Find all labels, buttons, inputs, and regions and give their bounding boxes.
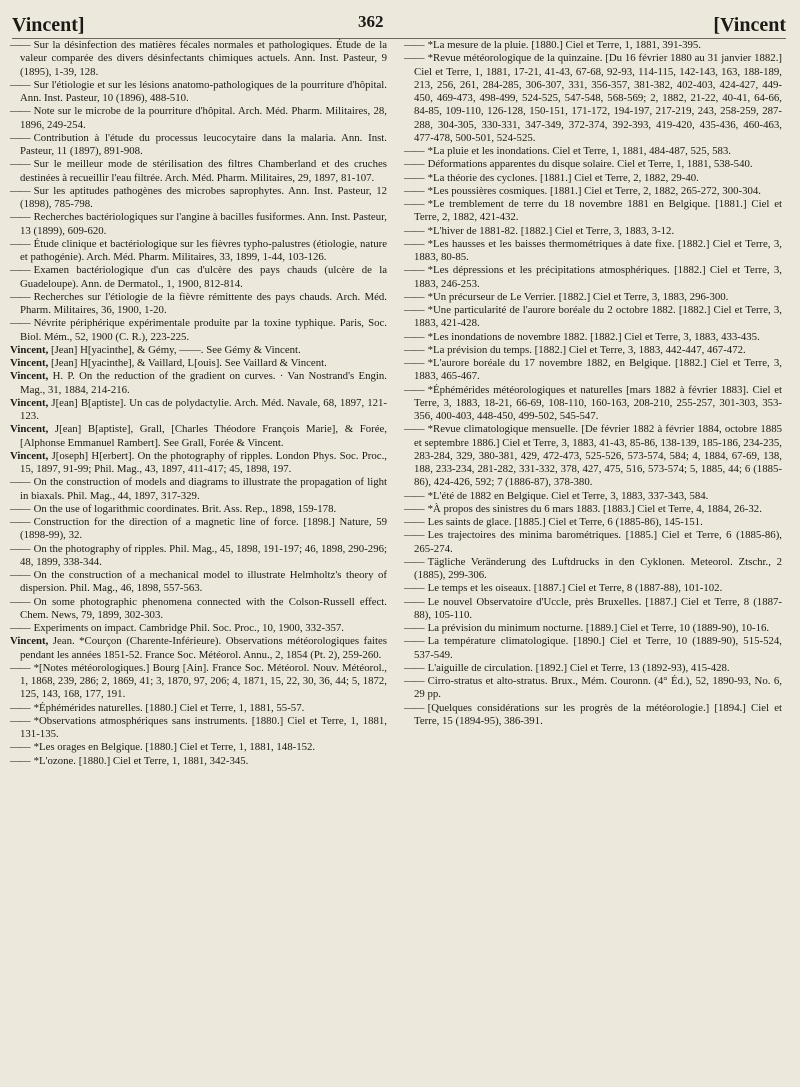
entry-text: *Les dépressions et les précipitations atmosphériques. [1882.] Ciel et Terre, 3, 1883, 246-253. bbox=[414, 264, 782, 290]
bib-entry bbox=[404, 264, 782, 291]
entry-text: [Quelques considérations sur les progrès de la météorologie.] [1894.] Ciel et Terre, 15 (1894-95), 386-391. bbox=[414, 701, 782, 727]
bib-entry bbox=[10, 622, 387, 635]
bib-entry bbox=[404, 516, 782, 529]
entry-text: On the construction of models and diagrams to illustrate the propagation of light in biaxals. Phil. Mag., 44, 1897, 317-329. bbox=[20, 476, 387, 502]
entry-text: Le temps et les oiseaux. [1887.] Ciel et Terre, 8 (1887-88), 101-102. bbox=[427, 582, 723, 595]
entry-text: *L'été de 1882 en Belgique. Ciel et Terre, 3, 1883, 337-343, 584. bbox=[427, 489, 709, 502]
entry-text: On the photography of ripples. Phil. Mag., 45, 1898, 191-197; 46, 1898, 290-296; 48, 1899, 338-344. bbox=[20, 542, 387, 568]
entry-text: *Les inondations de novembre 1882. [1882.] Ciel et Terre, 3, 1883, 433-435. bbox=[427, 330, 760, 343]
entry-text: *À propos des sinistres du 6 mars 1883. [1883.] Ciel et Terre, 4, 1884, 26-32. bbox=[427, 502, 762, 515]
entry-text: *Éphémérides naturelles. [1880.] Ciel et Terre, 1, 1881, 55-57. bbox=[33, 701, 305, 714]
entry-text: Étude clinique et bactériologique sur les fièvres typho-palustres (étiologie, nature et pathogénie). Arch. Méd. Pharm. Militaires, 33, 1899, 1-44, 103-126. bbox=[20, 237, 387, 263]
entry-text: Sur le meilleur mode de stérilisation des filtres Chamberland et des cruches destinées à recueillir l'eau filtrée. Arch. Méd. Pharm. Militaires, 29, 1897, 81-107. bbox=[20, 158, 387, 184]
entry-text: Les trajectoires des minima barométriques. [1885.] Ciel et Terre, 6 (1885-86), 265-274. bbox=[414, 529, 782, 555]
bib-entry bbox=[404, 172, 782, 185]
entry-text: L'aiguille de circulation. [1892.] Ciel et Terre, 13 (1892-93), 415-428. bbox=[427, 661, 730, 674]
bib-entry bbox=[404, 238, 782, 265]
entry-text: *La mesure de la pluie. [1880.] Ciel et Terre, 1, 1881, 391-395. bbox=[427, 39, 701, 51]
entry-text: *Un précurseur de Le Verrier. [1882.] Ciel et Terre, 3, 1883, 296-300. bbox=[427, 290, 729, 303]
entry-text: On the use of logarithmic coordinates. Brit. Ass. Rep., 1898, 159-178. bbox=[33, 502, 337, 515]
bib-entry bbox=[404, 675, 782, 702]
bib-entry bbox=[10, 211, 387, 238]
bib-entry bbox=[10, 158, 387, 185]
entry-text: Experiments on impact. Cambridge Phil. Soc. Proc., 10, 1900, 332-357. bbox=[33, 622, 344, 634]
entry-text: *L'ozone. [1880.] Ciel et Terre, 1, 1881, 342-345. bbox=[33, 754, 249, 767]
bib-entry bbox=[404, 198, 782, 225]
author-name: Vincent, bbox=[10, 396, 49, 409]
entry-text: La prévision du minimum nocturne. [1889.] Ciel et Terre, 10 (1889-90), 10-16. bbox=[427, 622, 770, 634]
bib-entry bbox=[10, 317, 387, 344]
bib-entry bbox=[404, 357, 782, 384]
entry-text: *La théorie des cyclones. [1881.] Ciel et Terre, 2, 1882, 29-40. bbox=[427, 171, 699, 184]
entry-text: *Une particularité de l'aurore boréale du 2 octobre 1882. [1882.] Ciel et Terre, 3, 1883, 421-428. bbox=[414, 304, 782, 330]
entry-text: *Les hausses et les baisses thermométriques à date fixe. [1882.] Ciel et Terre, 3, 1883, 80-85. bbox=[414, 237, 782, 263]
bib-entry bbox=[404, 622, 782, 635]
author-name: Vincent, bbox=[10, 423, 49, 436]
bib-entry bbox=[10, 357, 387, 370]
entry-text: Examen bactériologique d'un cas d'ulcère des pays chauds (ulcère de la Guadeloupe). Ann. de Dermatol., 1, 1900, 812-814. bbox=[20, 264, 387, 290]
bib-entry bbox=[10, 132, 387, 159]
bib-entry bbox=[10, 569, 387, 596]
entry-text: *Éphémérides météorologiques et naturelles [mars 1882 à février 1883]. Ciel et Terre, 3, 1883, 18-21, 66-69, 108-110, 160-163, 208-210, 255-257, 301-303, 353-356, 400-403, 448-450, 499-502, 545-547. bbox=[414, 383, 782, 422]
entry-text: Névrite périphérique expérimentale produite par la toxine typhique. Paris, Soc. Biol. Mém., 52, 1900 (C. R.), 223-225. bbox=[20, 317, 387, 343]
entry-text: Sur l'étiologie et sur les lésions anatomo-pathologiques de la pourriture d'hôpital. Ann. Inst. Pasteur, 10 (1896), 488-510. bbox=[20, 78, 387, 104]
entry-text: On some photographic phenomena connected with the Colson-Russell effect. Chem. News, 79, 1899, 302-303. bbox=[20, 595, 387, 621]
bib-entry bbox=[404, 503, 782, 516]
bib-entry bbox=[10, 344, 387, 357]
entry-text: *Revue météorologique de la quinzaine. [Du 16 février 1880 au 31 janvier 1882.] Ciel et Terre, 1, 1881, 17-21, 41-43, 67-68, 92-93, 114-115, 142-143, 163, 188-189, 213, 256, 261, 284-285, 306-307, 331, 356-357, 381-382, 402-403, 424-427, 449-450, 469-473, 498-499, 524-525, 547-548, 568-569; 2, 1882, 21-22, 40-41, 64-66, 84-85, 109-110, 126-128, 150-151, 171-172, 194-197, 217-219, 243, 258-259, 287-288, 304-305, 330-331, 347-349, 372-374, 392-393, 419-420, 435-436, 460-463, 477-478, 500-501, 524-525. bbox=[414, 52, 782, 144]
bib-entry bbox=[10, 264, 387, 291]
entry-text: Jean. *Courçon (Charente-Inférieure). Observations météorologiques faites pendant les années 1851-52. France Soc. Météorol. Annu., 2, 1854 (Pt. 2), 259-260. bbox=[20, 635, 387, 661]
bib-entry bbox=[10, 503, 387, 516]
bib-entry bbox=[10, 516, 387, 543]
bib-entry bbox=[10, 79, 387, 106]
left-column bbox=[10, 39, 387, 768]
entry-text: Les saints de glace. [1885.] Ciel et Terre, 6 (1885-86), 145-151. bbox=[427, 516, 703, 528]
entry-text: *La pluie et les inondations. Ciel et Terre, 1, 1881, 484-487, 525, 583. bbox=[427, 145, 731, 157]
bib-entry bbox=[404, 52, 782, 145]
bib-entry bbox=[10, 39, 387, 79]
bib-entry bbox=[404, 291, 782, 304]
entry-text: J[ean] B[aptiste], Grall, [Charles Théodore François Marie], & Forée, [Alphonse Emmanuel Rambert]. See Grall, Forée & Vincent. bbox=[20, 423, 387, 449]
bib-entry bbox=[10, 715, 387, 742]
entry-text: J[ean] B[aptiste]. Un cas de polydactylie. Arch. Méd. Navale, 68, 1897, 121-123. bbox=[20, 396, 388, 422]
entry-text: Tägliche Veränderung des Luftdrucks in den Cyklonen. Meteorol. Ztschr., 2 (1885), 299-306. bbox=[414, 555, 782, 581]
bib-entry bbox=[404, 331, 782, 344]
bib-entry bbox=[10, 423, 387, 450]
entry-text: *Les poussières cosmiques. [1881.] Ciel et Terre, 2, 1882, 265-272, 300-304. bbox=[427, 184, 761, 197]
author-name: Vincent, bbox=[10, 635, 49, 648]
author-name: Vincent, bbox=[10, 449, 49, 462]
entry-text: *La prévision du temps. [1882.] Ciel et Terre, 3, 1883, 442-447, 467-472. bbox=[427, 343, 746, 356]
entry-text: Contribution à l'étude du processus leucocytaire dans la malaria. Ann. Inst. Pasteur, 11 (1897), 891-908. bbox=[20, 131, 387, 157]
bib-entry bbox=[10, 702, 387, 715]
entry-text: On the construction of a mechanical model to illustrate Helmholtz's theory of dispersion. Phil. Mag., 46, 1898, 557-563. bbox=[20, 569, 387, 595]
bib-entry bbox=[10, 370, 387, 397]
entry-text: Note sur le microbe de la pourriture d'hôpital. Arch. Méd. Pharm. Militaires, 28, 1896, 249-254. bbox=[20, 105, 387, 131]
bib-entry bbox=[404, 185, 782, 198]
bib-entry bbox=[10, 291, 387, 318]
bib-entry bbox=[10, 476, 387, 503]
entry-text: Construction for the direction of a magnetic line of force. [1898.] Nature, 59 (1898-99), 32. bbox=[20, 516, 387, 542]
author-name: Vincent, bbox=[10, 370, 49, 383]
bib-entry bbox=[10, 185, 387, 212]
entry-text: H. P. On the reduction of the gradient on curves. · Van Nostrand's Engin. Mag., 31, 1884, 214-216. bbox=[20, 370, 387, 396]
bib-entry bbox=[404, 304, 782, 331]
entry-text: *[Notes météorologiques.] Bourg [Ain]. France Soc. Météorol. Nouv. Météorol., 1, 1868, 239, 286; 2, 1869, 41; 3, 1870, 97, 206; 4, 1871, 15, 22, 30, 36, 44; 5, 1872, 125, 143, 168, 177, 191. bbox=[20, 661, 387, 701]
bib-entry bbox=[404, 529, 782, 556]
bib-entry bbox=[404, 635, 782, 662]
bib-entry bbox=[404, 39, 782, 52]
bib-entry bbox=[404, 596, 782, 623]
entry-text: [Jean] H[yacinthe], & Gémy, ——. See Gémy & Vincent. bbox=[51, 343, 301, 356]
entry-text: [Jean] H[yacinthe], & Vaillard, L[ouis]. See Vaillard & Vincent. bbox=[51, 357, 327, 369]
bib-entry bbox=[404, 702, 782, 729]
author-name: Vincent, bbox=[10, 357, 49, 369]
entry-text: Cirro-stratus et alto-stratus. Brux., Mém. Couronn. (4° Éd.), 52, 1890-93, No. 6, 29 pp. bbox=[414, 675, 782, 701]
entry-text: Le nouvel Observatoire d'Uccle, près Bruxelles. [1887.] Ciel et Terre, 8 (1887-88), 105-110. bbox=[414, 595, 782, 621]
entry-text: *L'aurore boréale du 17 novembre 1882, en Belgique. [1882.] Ciel et Terre, 3, 1883, 465-467. bbox=[414, 357, 782, 383]
page-header bbox=[12, 8, 786, 38]
page-number: 362 bbox=[358, 12, 384, 31]
entry-text: J[oseph] H[erbert]. On the photography of ripples. London Phys. Soc. Proc., 15, 1897, 91-99; Phil. Mag., 43, 1897, 411-417; 45, 1898, 197. bbox=[20, 449, 387, 475]
bib-entry bbox=[404, 662, 782, 675]
entry-text: *Le tremblement de terre du 18 novembre 1881 en Belgique. [1881.] Ciel et Terre, 2, 1882, 421-432. bbox=[414, 198, 782, 224]
entry-text: La température climatologique. [1890.] Ciel et Terre, 10 (1889-90), 515-524, 537-549. bbox=[414, 635, 782, 661]
entry-text: Déformations apparentes du disque solaire. Ciel et Terre, 1, 1881, 538-540. bbox=[427, 158, 753, 171]
bib-entry bbox=[10, 238, 387, 265]
bib-entry bbox=[404, 490, 782, 503]
bib-entry bbox=[10, 543, 387, 570]
bib-entry bbox=[404, 582, 782, 595]
bib-entry bbox=[10, 596, 387, 623]
right-column bbox=[404, 39, 782, 728]
bib-entry bbox=[404, 145, 782, 158]
entry-text: *Observations atmosphériques sans instruments. [1880.] Ciel et Terre, 1, 1881, 131-135. bbox=[20, 714, 387, 740]
running-head-left: Vincent] bbox=[12, 14, 85, 36]
entry-text: *Revue climatologique mensuelle. [De février 1882 à février 1884, octobre 1885 et septembre 1886.] Ciel et Terre, 3, 1883, 41-43, 85-86, 138-139, 185-186, 234-235, 283-284, 329, 380-381, 429, 472-473, 525-526, 573-574, 584; 4, 1884, 67-69, 138, 188, 233-234, 281-282, 331-332, 378, 427, 475, 516, 573-574; 5, 1885, 44; 6 (1885-86), 424-426, 592; 7 (1886-87), 378-380. bbox=[414, 423, 782, 489]
entry-text: *L'hiver de 1881-82. [1882.] Ciel et Terre, 3, 1883, 3-12. bbox=[427, 224, 675, 237]
author-name: Vincent, bbox=[10, 343, 49, 356]
bib-entry bbox=[404, 344, 782, 357]
bib-entry bbox=[10, 397, 387, 424]
bib-entry bbox=[10, 105, 387, 132]
bib-entry bbox=[404, 158, 782, 171]
bib-entry bbox=[10, 450, 387, 477]
bib-entry bbox=[10, 755, 387, 768]
bib-entry bbox=[404, 384, 782, 424]
entry-text: Recherches bactériologiques sur l'angine à bacilles fusiformes. Ann. Inst. Pasteur, 13 (1899), 609-620. bbox=[20, 211, 387, 237]
entry-text: Sur les aptitudes pathogènes des microbes saprophytes. Ann. Inst. Pasteur, 12 (1898), 785-798. bbox=[20, 184, 387, 210]
bib-entry bbox=[10, 635, 387, 662]
running-head-right: [Vincent bbox=[713, 14, 786, 36]
bib-entry bbox=[404, 556, 782, 583]
bib-entry bbox=[404, 423, 782, 489]
bib-entry bbox=[10, 662, 387, 702]
entry-text: Recherches sur l'étiologie de la fièvre rémittente des pays chauds. Arch. Méd. Pharm. Militaires, 36, 1900, 1-20. bbox=[20, 290, 387, 316]
bib-entry bbox=[404, 225, 782, 238]
entry-text: *Les orages en Belgique. [1880.] Ciel et Terre, 1, 1881, 148-152. bbox=[33, 741, 316, 754]
entry-text: Sur la désinfection des matières fécales normales et pathologiques. Étude de la valeur comparée des divers désinfectants chimiques actuels. Ann. Inst. Pasteur, 9 (1895), 1-39, 128. bbox=[20, 39, 387, 78]
bib-entry bbox=[10, 741, 387, 754]
